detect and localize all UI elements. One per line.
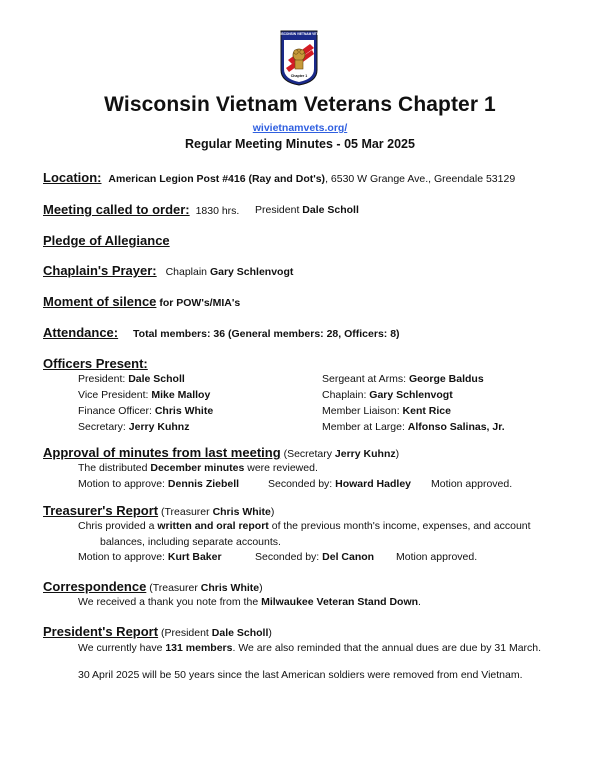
- page-subtitle: Regular Meeting Minutes - 05 Mar 2025: [185, 137, 415, 151]
- approval-second: Seconded by: Howard Hadley: [268, 478, 411, 490]
- officers-heading: Officers Present:: [43, 356, 148, 371]
- chapter-logo: [277, 30, 321, 86]
- call-to-order-line: [43, 202, 239, 217]
- call-time: 1830 hrs.: [195, 205, 240, 217]
- approval-motion: Motion to approve: Dennis Ziebell: [78, 478, 240, 490]
- pledge-heading: Pledge of Allegiance: [43, 233, 170, 248]
- prayer-title: Chaplain: [165, 266, 208, 278]
- call-to-order-heading: Meeting called to order:: [43, 202, 190, 217]
- page-title: Wisconsin Vietnam Veterans Chapter 1: [104, 93, 496, 116]
- correspondence-line-1: We received a thank you note from the Milwaukee Veteran Stand Down.: [78, 596, 421, 608]
- approval-line-1: The distributed December minutes were reviewed.: [78, 462, 318, 474]
- call-by-title: President: [255, 204, 300, 216]
- attendance-heading: Attendance:: [43, 325, 119, 340]
- treasurer-motion: Motion to approve: Kurt Baker: [78, 551, 222, 563]
- silence-note: for POW's/MIA's: [159, 297, 241, 309]
- approval-result: Motion approved.: [431, 478, 513, 490]
- logo-text-top: WISCONSIN VIETNAM VETS: [277, 32, 321, 37]
- correspondence-heading-line: Correspondence (Treasurer Chris White): [43, 579, 263, 594]
- treasurer-second: Seconded by: Del Canon: [255, 551, 375, 563]
- prayer-name: Gary Schlenvogt: [209, 266, 294, 278]
- treasurer-heading-line: Treasurer's Report (Treasurer Chris White): [43, 503, 275, 518]
- officer-right: Sergeant at Arms: George Baldus: [322, 373, 484, 385]
- treasurer-line-2: balances, including separate accounts.: [100, 536, 281, 548]
- officer-right: Member at Large: Alfonso Salinas, Jr.: [322, 421, 505, 433]
- location-line: [43, 170, 515, 185]
- pledge-line: [43, 233, 170, 248]
- president-heading: President's Report: [43, 624, 159, 639]
- website-link[interactable]: wivietnamvets.org/: [252, 122, 348, 134]
- correspondence-heading: Correspondence: [43, 579, 147, 594]
- call-by: [255, 204, 359, 216]
- silence-heading: Moment of silence: [43, 294, 157, 309]
- officer-right: Member Liaison: Kent Rice: [322, 405, 451, 417]
- treasurer-result: Motion approved.: [396, 551, 478, 563]
- location-heading: Location:: [43, 170, 102, 185]
- approval-heading-line: Approval of minutes from last meeting (Secretary Jerry Kuhnz): [43, 445, 400, 460]
- officer-left: President: Dale Scholl: [78, 373, 185, 385]
- president-line-2: 30 April 2025 will be 50 years since the last American soldiers were removed from end Vietnam.: [78, 669, 523, 681]
- logo-text-bottom: Chapter 1: [290, 74, 308, 78]
- treasurer-line-1: Chris provided a written and oral report of the previous month's income, expenses, and account: [78, 520, 531, 532]
- attendance-line: [43, 325, 400, 340]
- silence-line: [43, 294, 240, 309]
- officer-left: Vice President: Mike Malloy: [78, 389, 211, 401]
- president-line-1: We currently have 131 members. We are also reminded that the annual dues are due by 31 March.: [78, 642, 542, 654]
- prayer-heading: Chaplain's Prayer:: [43, 263, 157, 278]
- officer-right: Chaplain: Gary Schlenvogt: [322, 389, 453, 401]
- president-heading-line: President's Report (President Dale Scholl): [43, 624, 272, 639]
- officer-left: Secretary: Jerry Kuhnz: [78, 421, 190, 433]
- location-venue: American Legion Post #416 (Ray and Dot's): [108, 173, 326, 185]
- call-by-name: Dale Scholl: [302, 204, 359, 216]
- prayer-line: [43, 263, 293, 278]
- officer-left: Finance Officer: Chris White: [78, 405, 214, 417]
- attendance-text: Total members: 36 (General members: 28, Officers: 8): [133, 328, 400, 340]
- approval-heading: Approval of minutes from last meeting: [43, 445, 281, 460]
- location-address: , 6530 W Grange Ave., Greendale 53129: [325, 173, 516, 185]
- treasurer-heading: Treasurer's Report: [43, 503, 159, 518]
- officers-line: [43, 356, 148, 371]
